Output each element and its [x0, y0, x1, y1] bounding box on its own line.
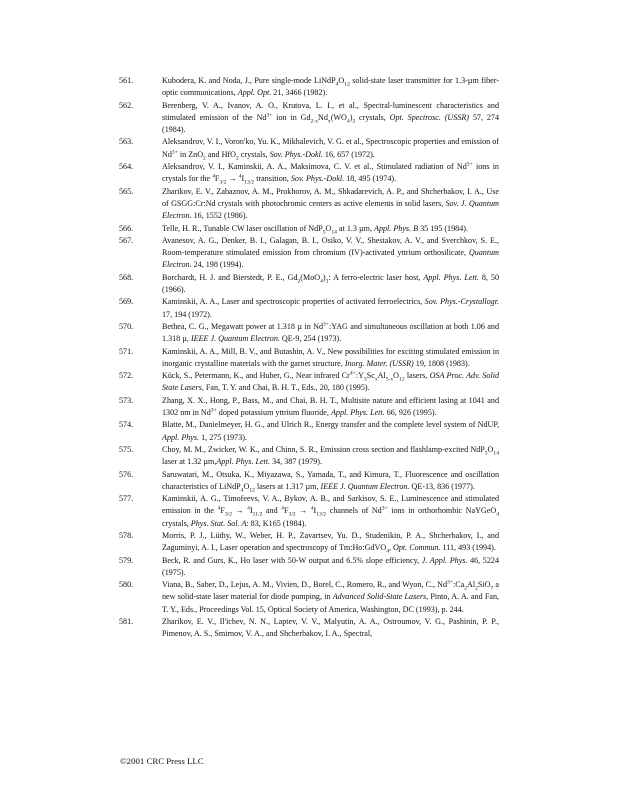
reference-entry	[119, 223, 499, 235]
reference-number: 579.	[119, 555, 134, 565]
reference-text: Bethea, C. G., Megawatt power at 1.318 µ in $Nd^{3+}:YAG$ and simultaneous oscillation at both 1.06 and 1.318 µ, IEEE J. Quantum Electron. QE-9, 254 (1973).	[162, 321, 499, 344]
reference-text: Morris, P. J., Lüthy, W., Weber, H. P., Zavartsev, Yu. D., Studenikin, P. A., Shcherbakov, I., and Zaguminyi, A. I., Laser operation and spectroscopy of Tm:Ho:GdVO$_4$, Opt. Commun. 111, 493 (1994).	[162, 530, 499, 555]
reference-number: 571.	[119, 346, 134, 356]
reference-entry	[119, 493, 499, 530]
reference-text: Viana, B., Saber, D., Lejus, A. M., Vivien, D., Borel, C., Romero, R., and Wyon, C., $Nd^{3+}:Ca_2Al_2SiO_7$ a new solid-state laser material for diode pumping, in Advanced Solid-State Lasers, Pinto, A. A. and Fan, T. Y., Eds., Proceedings Vol. 15, Optical Society of America, Washington, DC (1993), p. 244.	[162, 579, 500, 614]
reference-text: Aleksandrov, V. I., Voron'ko, Yu. K., Mikhalevich, V. G. et al., Spectroscopic properties and emission of $Nd^{3+}$ in ZnO$_2$ and HfO$_2$ crystals, Sov. Phys.-Dokl. 16, 657 (1972).	[162, 137, 499, 162]
reference-number: 575.	[119, 444, 134, 454]
reference-number: 566.	[119, 223, 134, 233]
reference-entry	[119, 530, 499, 555]
reference-number: 567.	[119, 235, 134, 245]
reference-number: 568.	[119, 272, 134, 282]
reference-text: Avanesov, A. G., Denker, B. I., Galagan, B. I., Osiko, V. V., Shestakov, A. V., and Sverchkov, S. E., Room-temperature stimulated emission from chromium (IV)-activated yttrium orthosilicate, Quantum Electron. 24, 198 (1994).	[162, 235, 499, 270]
reference-entry	[119, 186, 499, 223]
reference-entry	[119, 272, 499, 297]
reference-text: Kubodera, K. and Noda, J., Pure single-mode $LiNdP_4O_{12}$ solid-state laser transmitter for 1.3-µm fiber-optic communications, Appl. Opt. 21, 3466 (1982).	[162, 76, 499, 98]
reference-entry	[119, 469, 499, 494]
reference-text: Choy, M. M., Zwicker, W. K., and Chinn, S. R., Emission cross section and flashlamp-excited $NdP_5O_{14}$ laser at 1.32 µm,Appl. Phys. Lett. 34, 387 (1979).	[162, 444, 499, 467]
reference-number: 572.	[119, 371, 134, 381]
reference-number: 573.	[119, 395, 134, 405]
reference-text: Borchardt, H. J. and Bierstedt, P. E., $Gd_2(MoO_4)_3$: A ferro-electric laser host, Appl. Phys. Lett. 8, 50 (1966).	[162, 272, 499, 295]
reference-entry	[119, 136, 499, 161]
reference-number: 580.	[119, 580, 134, 590]
reference-number: 561.	[119, 76, 134, 85]
reference-text: Zhang, X. X., Hong, P., Bass, M., and Chai, B. H. T., Multisite nature and efficient lasing at 1041 and 1302 nm in $Nd^{3+}$ doped potassium yttrium fluoride, Appl. Phys. Lett. 66, 926 (1995).	[162, 395, 499, 418]
reference-text: Kaminskii, A. G., Timofeevs, V. A., Bykov, A. B., and Sarkisov, S. E., Luminescence and stimulated emission in the $^4F_{3/2} \to ^4I_{11/2}$ and $^4F_{3/2} \to ^4I_{13/2}$ channels of $Nd^{3+}$ ions in orthorhombic NaYGeO$_4$ crystals, Phys. Stat. Sol. A: 83, K165 (1984).	[162, 494, 499, 528]
reference-number: 563.	[119, 137, 134, 147]
reference-number: 578.	[119, 530, 134, 540]
reference-entry	[119, 395, 499, 420]
reference-text: Kaminskii, A. A., Laser and spectroscopic properties of activated ferroelectrics, Sov. Phys.-Crystallogr. 17, 194 (1972).	[162, 297, 499, 319]
reference-number: 576.	[119, 469, 134, 479]
reference-entry	[119, 444, 499, 469]
reference-entry	[119, 419, 499, 444]
reference-number: 569.	[119, 297, 134, 307]
reference-number: 570.	[119, 321, 134, 331]
reference-entry	[119, 555, 499, 580]
reference-number: 574.	[119, 420, 134, 430]
reference-number: 565.	[119, 186, 134, 196]
reference-entry	[119, 75, 499, 100]
reference-number: 577.	[119, 494, 134, 504]
reference-text: Zharikov, E. V., Zabaznov, A. M., Prokhorov, A. M., Shkadarevich, A. P., and Shcherbakov, I. A., Use of GSGG:Cr:Nd crystals with photochromic centers as active elements in solid lasers, Sov. J. Quantum Electron. 16, 1552 (1986).	[162, 186, 499, 221]
reference-text: Kaminskii, A. A., Mill, B. V., and Butashin, A. V., New possibilities for exciting stimulated emission in inorganic crystalline materials with the garnet structure, Inorg. Mater. (USSR) 19, 1808 (1983).	[162, 346, 499, 368]
reference-entry	[119, 296, 499, 321]
reference-number: 581.	[119, 617, 134, 627]
copyright-footer: ©2001 CRC Press LLC	[120, 756, 204, 766]
reference-entry	[119, 346, 499, 371]
reference-entry	[119, 579, 499, 616]
reference-list	[119, 75, 499, 641]
reference-text: Saruwatari, M., Otsuka, K., Miyazawa, S., Yamada, T., and Kimura, T., Fluorescence and oscillation characteristics of $LiNdP_4O_{12}$ lasers at 1.317 µm, IEEE J. Quantum Electron. QE-13, 836 (1977).	[162, 469, 499, 494]
reference-number: 562.	[119, 100, 134, 110]
reference-text: Kück, S., Petermann, K., and Huber, G., Near infrared $Cr^{4+}:Y_3Sc_xAl_{5-x}O_{12}$ lasers, OSA Proc. Adv. Solid State Lasers, Fan, T. Y. and Chai, B. H. T., Eds., 20, 180 (1995).	[162, 370, 500, 393]
reference-number: 564.	[119, 162, 134, 172]
reference-entry	[119, 321, 499, 346]
reference-text: Beck, R. and Gurs, K., Ho laser with 50-W output and 6.5% slope efficiency, J. Appl. Phys. 46, 5224 (1975).	[162, 555, 499, 577]
reference-text: Zharikov, E. V., Il'ichev, N. N., Laptev, V. V., Malyutin, A. A., Ostroumov, V. G., Pashinin, P. P., Pimenov, A. S., Smirnov, V. A., and Shcherbakov, I. A., Spectral,	[162, 617, 499, 639]
reference-entry	[119, 161, 499, 186]
reference-entry	[119, 370, 499, 395]
reference-entry	[119, 616, 499, 641]
reference-text: Telle, H. R., Tunable CW laser oscillation of $NdP_5O_{14}$ at 1.3 µm, Appl. Phys. B 35 195 (1984).	[162, 223, 468, 236]
reference-text: Blatte, M., Danielmeyer, H. G., and Ulrich R., Energy transfer and the complete level system of NdUP, Appl. Phys. 1, 275 (1973).	[162, 420, 499, 442]
reference-text: Aleksandrov, V. I., Kaminskii, A. A., Maksimova, C. V. et al., Stimulated radiation of $Nd^{3+}$ ions in crystals for the $^4F_{3/2} \to ^4I_{13/2}$ transition, Sov. Phys.-Dokl. 18, 495 (1974).	[162, 161, 499, 186]
reference-entry	[119, 100, 499, 137]
reference-text: Berenberg, V. A., Ivanov, A. O., Krutova, L. I., et al., Spectral-luminescent characteristics and stimulated emission of the $Nd^{3+}$ ion in $Gd_{2-x}Nd_x(WO_4)_3$ crystals, Opt. Spectrosc. (USSR) 57, 274 (1984).	[162, 100, 499, 135]
reference-entry	[119, 235, 499, 272]
